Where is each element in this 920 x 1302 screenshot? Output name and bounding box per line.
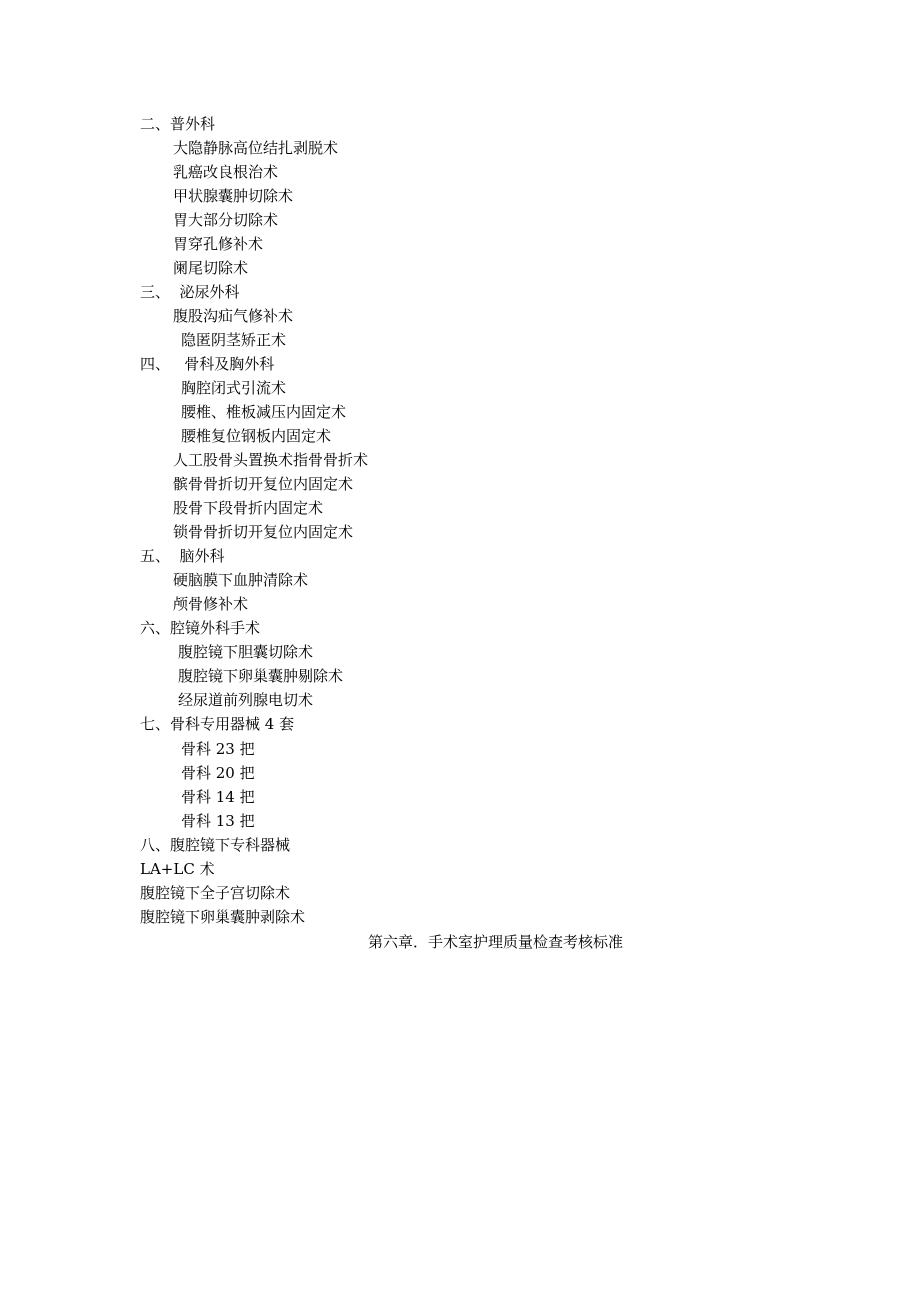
list-item: 腹腔镜下胆囊切除术 [178,643,314,661]
list-item: 阑尾切除术 [173,259,249,277]
list-item: 大隐静脉高位结扎剥脱术 [173,139,339,157]
list-item: 腹腔镜下卵巢囊肿剥除术 [140,908,306,926]
list-item: 颅骨修补术 [173,595,249,613]
list-item: 骨科 13 把 [181,812,255,830]
section-heading: 八、腹腔镜下专科器械 [140,836,291,854]
chapter-title: 第六章．手术室护理质量检查考核标准 [368,933,624,951]
list-item: 乳癌改良根治术 [173,163,279,181]
list-item: 腹腔镜下全子宫切除术 [140,884,291,902]
section-heading: 五、 脑外科 [140,547,225,565]
list-item: 腰椎复位钢板内固定术 [181,427,332,445]
list-item: 经尿道前列腺电切术 [178,691,314,709]
list-item: 锁骨骨折切开复位内固定术 [173,523,354,541]
section-heading: 四、 骨科及胸外科 [140,355,275,373]
section-heading: 七、骨科专用器械 4 套 [140,715,295,733]
list-item: 骨科 23 把 [181,740,255,758]
list-item: 腹股沟疝气修补术 [173,307,294,325]
list-item: 胃大部分切除术 [173,211,279,229]
list-item: 腰椎、椎板减压内固定术 [181,403,347,421]
list-item: 股骨下段骨折内固定术 [173,499,324,517]
section-heading: 六、腔镜外科手术 [140,619,261,637]
list-item: 腹腔镜下卵巢囊肿剔除术 [178,667,344,685]
section-heading: 三、 泌尿外科 [140,283,240,301]
list-item: LA+LC 术 [140,860,215,878]
list-item: 人工股骨头置换术指骨骨折术 [173,451,369,469]
list-item: 骨科 20 把 [181,764,255,782]
list-item: 胸腔闭式引流术 [181,379,287,397]
list-item: 甲状腺囊肿切除术 [173,187,294,205]
list-item: 骨科 14 把 [181,788,255,806]
list-item: 硬脑膜下血肿清除术 [173,571,309,589]
section-heading: 二、普外科 [140,115,216,133]
list-item: 隐匿阴茎矫正术 [181,331,287,349]
list-item: 髌骨骨折切开复位内固定术 [173,475,354,493]
list-item: 胃穿孔修补术 [173,235,264,253]
